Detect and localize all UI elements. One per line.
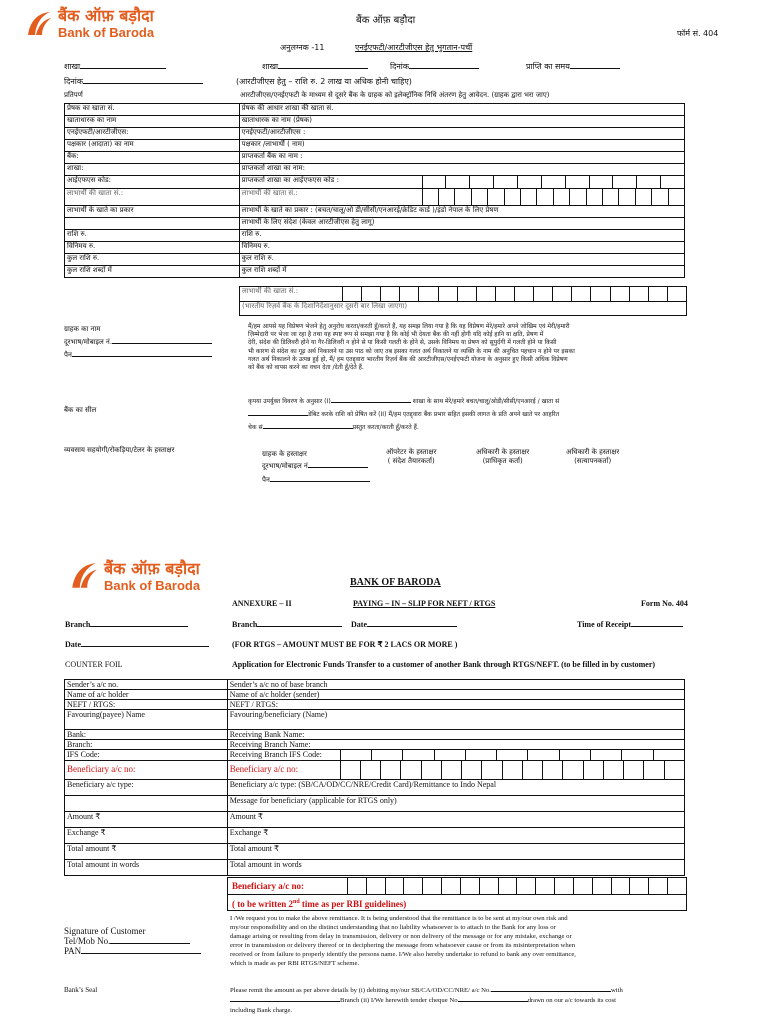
hi-left-row: लाभार्थी के खाते का प्रकार [65, 206, 240, 218]
hi-right-row: लाभार्थी की खाता सं.: [241, 189, 298, 197]
hi-declaration-line: गलत अर्थ निकालने के उत्पन्न हुई हो, मैं/ हम एतद्द्वारा भारतीय रिज़र्व बैंक की आरटीजीएस/एनईएफटी योजना के अनुसार हुए किसी अधिक विप्रेषण [248, 355, 568, 363]
hi-left-row: आईएफएस कोड: [65, 176, 240, 189]
en-form-no: Form No. 404 [641, 599, 688, 608]
en-debit-line3: including Bank charge. [230, 1007, 293, 1014]
hi-left-row: कुल राशि शब्दों में [65, 266, 240, 278]
hi-right-row[interactable]: एनईएफटी/आरटीजीएस : [239, 128, 684, 140]
en-declaration-line: which is made as per RBI RTGS/NEFT scheme. [230, 960, 360, 968]
hi-left-row: बैंक: [65, 152, 240, 164]
hi-sig-customer-pan: पैन [262, 476, 370, 485]
en-rtgs-note: (FOR RTGS – AMOUNT MUST BE FOR ₹ 2 LACS OR MORE ) [232, 640, 458, 649]
bank-logo-top [24, 8, 154, 39]
en-right-row[interactable]: Receiving Branch Name: [227, 740, 684, 750]
bank-logo-icon [68, 560, 100, 592]
en-right-row[interactable]: Exchange ₹ [227, 828, 684, 844]
en-left-row [65, 796, 228, 812]
hi-left-row: राशि रु. [65, 230, 240, 242]
en-debit-line1: Please remit the amount as per above details by (i) debiting my/our SB/CA/OD/CC/NRE/ a/c No. with [230, 987, 623, 994]
hi-beneficiary-repeat-box[interactable] [239, 286, 687, 316]
en-left-row: Exchange ₹ [65, 828, 228, 844]
en-time-receipt: Time of Receipt [577, 620, 683, 629]
en-right-row[interactable]: Total amount in words [227, 860, 684, 876]
en-right-row: Receiving Branch IFS Code: [229, 750, 322, 759]
hi-customer-name: ग्राहक का नाम [64, 325, 101, 333]
hi-date2-label: दिनांक [64, 76, 203, 87]
en-left-row: Sender’s a/c no. [65, 680, 228, 690]
en-beneficiary-repeat-box[interactable] [227, 877, 687, 911]
en-left-row: Amount ₹ [65, 812, 228, 828]
en-right-row[interactable]: Favouring/beneficiary (Name) [227, 710, 684, 730]
logo-hindi: बैंक ऑफ़ बड़ौदा [104, 558, 200, 578]
hi-right-row[interactable]: कुल राशि शब्दों में [239, 266, 684, 278]
hi-left-row: विनिमय रु. [65, 242, 240, 254]
hi-left-row: पक्षकार (आदाता) का नाम [65, 140, 240, 152]
en-left-row: Total amount in words [65, 860, 228, 876]
en-left-row: NEFT / RTGS: [65, 700, 228, 710]
hi-right-row[interactable]: लाभार्थी के खाते का प्रकार : (बचत/चालू/ओ डी/सीसी/एनआरई/क्रेडिट कार्ड )/इंडो नेपाल के लिए प्रेषण [239, 206, 684, 218]
hi-beneficiary-repeat-boxes[interactable] [342, 287, 686, 301]
hi-ifsc-boxes[interactable] [422, 176, 684, 188]
hi-left-row: खाताधारक का नाम [65, 116, 240, 128]
en-date-mid: Date [351, 620, 457, 629]
en-left-row: Name of a/c holder [65, 690, 228, 700]
hi-ifsc-cell[interactable] [239, 176, 684, 189]
hi-right-row: प्राप्तकर्ता शाखा का आईएफएस कोड : [241, 176, 339, 184]
en-left-row: IFS Code: [65, 750, 228, 761]
en-declaration-line: received or from failure to properly identify the persons name. I/We also hereby undertake to refund to bank any over remittance, [230, 951, 576, 959]
hi-rbi-note: (भारतीय रिज़र्व बैंक के दिशानिर्देशानुसार दूसरी बार लिखा जाएगा) [242, 302, 408, 310]
hi-declaration [248, 323, 688, 372]
hi-pan: पैन [64, 351, 212, 360]
logo-english: Bank of Baroda [104, 577, 201, 593]
bank-logo-bottom [68, 560, 200, 592]
hi-sig-customer-phone: दूरभाष/मोबाइल नं [262, 462, 368, 471]
hi-sig-officer2: अधिकारी के हस्ताक्षर (सत्यापनकर्ता) [566, 448, 620, 465]
en-right-row[interactable]: Name of a/c holder (sender) [227, 690, 684, 700]
en-beneficiary-repeat-boxes[interactable] [347, 878, 686, 894]
hi-right-row[interactable]: लाभार्थी के लिए संदेश (केवल आरटीजीएस हेतु लागू) [239, 218, 684, 230]
hi-main-table [64, 103, 685, 278]
hi-beneficiary-boxes[interactable] [422, 189, 684, 205]
en-right-row[interactable]: Beneficiary a/c type: (SB/CA/OD/CC/NRE/Credit Card)/Remittance to Indo Nepal [227, 780, 684, 796]
en-seal: Bank’s Seal [64, 986, 98, 994]
en-debit-line2: Branch (ii) I/We herewith tender cheque No drawn on our a/c towards its cost [230, 997, 616, 1004]
en-sig-customer: Signature of Customer [64, 926, 146, 936]
en-branch-mid: Branch [232, 620, 342, 629]
en-annexure: ANNEXURE – II [232, 599, 292, 608]
en-declaration-line: damage arising or resulting from delay in transmission, delivery or non delivery of the message or for any mistake, exchange or [230, 933, 572, 941]
hi-left-row: कुल राशि रु. [65, 254, 240, 266]
en-rbi-note: ( to be written 2nd time as per RBI guidelines) [232, 899, 407, 909]
en-counterfoil: COUNTER FOIL [65, 660, 123, 669]
hi-date-label: दिनांक [390, 61, 479, 72]
hi-left-row: शाखा: [65, 164, 240, 176]
hi-debit-line2: डेबिट करके राशि को प्रेषित करें (II) मैं/हम एतद्द्वारा बैंक प्रभार सहित इसकी लागत के प्रति अपने खाते पर आहरित [248, 409, 559, 418]
en-date-left: Date [65, 640, 209, 649]
hi-right-row[interactable]: प्रेषक की आधार शाखा की खाता सं. [239, 104, 684, 116]
hi-seal: बैंक का सील [64, 406, 97, 414]
en-left-row: Favouring(payee) Name [65, 710, 228, 730]
en-beneficiary-repeat-label: Beneficiary a/c no: [232, 881, 304, 891]
en-declaration-line: error in transmission or delivery thereof or in deciphering the message from whatsoever cause or from its misinterpretation when [230, 942, 576, 950]
hi-branch2-label: शाखा [262, 61, 368, 72]
en-tel: Tel/Mob No. [64, 936, 190, 946]
en-right-row[interactable]: Amount ₹ [227, 812, 684, 828]
hi-right-row[interactable]: पक्षकार /लाभार्थी ( नाम) [239, 140, 684, 152]
en-main-table [64, 679, 685, 876]
hi-left-row: एनईएफटी/आरटीजीएस: [65, 128, 240, 140]
hi-right-row[interactable]: प्राप्तकर्ता बैंक का नाम : [239, 152, 684, 164]
hi-sig-officer1: अधिकारी के हस्ताक्षर (प्राधिकृत कर्ता) [476, 448, 530, 465]
en-branch-left: Branch [65, 620, 188, 629]
hi-left-row: लाभार्थी की खाता सं.: [65, 189, 240, 206]
en-declaration-line: my/our responsibility and on the distinct understanding that no liability whatsoever is to attach to the Bank for any loss or [230, 924, 556, 932]
hi-beneficiary-repeat-label: लाभार्थी की खाता सं.: [242, 287, 299, 295]
hi-beneficiary-cell[interactable] [239, 189, 684, 206]
hi-title: एनईएफटी/आरटीजीएस हेतु भुगतान-पर्ची [355, 43, 473, 52]
en-left-row: Bank: [65, 730, 228, 740]
hi-right-row[interactable]: प्राप्तकर्ता शाखा का नाम: [239, 164, 684, 176]
en-right-row[interactable]: Message for beneficiary (applicable for RTGS only) [227, 796, 684, 812]
en-application: Application for Electronic Funds Transfer to a customer of another Bank through RTGS/NEFT. (to be filled in by customer) [232, 660, 656, 669]
logo-hindi: बैंक ऑफ़ बड़ौदा [58, 6, 154, 25]
hi-form-no: फॉर्म सं. 404 [677, 29, 719, 38]
en-beneficiary-cell[interactable] [227, 761, 684, 780]
hi-counterfoil: प्रतिपर्ण [64, 91, 83, 99]
hi-left-row: प्रेषक का खाता सं. [65, 104, 240, 116]
hi-debit-line3: चेक सं प्रस्तुत करता/करती हूँ/करते हैं. [248, 424, 419, 431]
hi-bank-name: बैंक ऑफ़ बड़ौदा [356, 15, 416, 26]
hi-right-row[interactable]: कुल राशि रु. [239, 254, 684, 266]
hi-branch-label: शाखा [64, 61, 166, 72]
en-left-row: Beneficiary a/c type: [65, 780, 228, 796]
en-right-row[interactable]: NEFT / RTGS: [227, 700, 684, 710]
en-left-row: Beneficiary a/c no: [65, 761, 228, 780]
hi-sig-operator: ऑपरेटर के हस्ताक्षर ( संदेश तैयारकर्ता) [386, 448, 437, 465]
hi-right-row[interactable]: राशि रु. [239, 230, 684, 242]
en-right-row[interactable]: Receiving Bank Name: [227, 730, 684, 740]
en-right-row[interactable]: Total amount ₹ [227, 844, 684, 860]
hi-right-row[interactable]: विनिमय रु. [239, 242, 684, 254]
hi-receipt-time-label: प्राप्ति का समय [526, 61, 620, 72]
en-bank-name: BANK OF BARODA [350, 577, 441, 588]
en-ifsc-cell[interactable] [227, 750, 684, 761]
hi-declaration-line: देरी, संदेश की डिलिवरी होने या गैर-डिलिवरी न होने से या किसी गलती के होने से, उसके विनिमय या प्रेषण को सुपुर्दगी में गलती होने या किसी [248, 339, 557, 347]
en-left-row: Total amount ₹ [65, 844, 228, 860]
hi-business-sig: व्यवसाय सहयोगी/रोकड़िया/टेलर के हस्ताक्षर [64, 446, 175, 454]
hi-declaration-line: ज़िम्मेदारी पर भेजा जा रहा है तथा यह स्पष्ट रूप से समझा गया है कि कोई भी देयता बैंक की नहीं होगी यदि कोई हानि या क्षति, प्रेषण में [248, 331, 544, 339]
hi-phone: दूरभाष/मोबाइल नं. [64, 338, 212, 347]
hi-right-row[interactable]: खाताधारक का नाम (प्रेषक) [239, 116, 684, 128]
en-ifsc-boxes[interactable] [340, 750, 684, 760]
hi-application: आरटीजीएस/एनईएफटी के माध्यम से दूसरे बैंक के ग्राहक को इलेक्ट्रॉनिक निधि अंतरण हेतु आवेदन. (ग्राहक द्वारा भरा जाए) [240, 91, 550, 99]
hi-sig-customer: ग्राहक के हस्ताक्षर [262, 450, 307, 458]
en-declaration-line: I /We request you to make the above remittance. It is being understood that the remittance is to be sent at my/our own risk and [230, 915, 568, 922]
bank-logo-icon [24, 9, 54, 39]
en-right-row: Beneficiary a/c no: [229, 764, 299, 774]
en-title: PAYING – IN – SLIP FOR NEFT / RTGS [353, 599, 496, 608]
en-right-row[interactable]: Sender’s a/c no of base branch [227, 680, 684, 690]
en-pan: PAN [64, 946, 201, 956]
en-declaration [230, 914, 690, 968]
hi-annexure: अनुलग्नक -11 [280, 43, 325, 52]
hi-left-row [65, 218, 240, 230]
en-beneficiary-boxes[interactable] [340, 761, 684, 779]
hi-declaration-line: भी कारण से संदेश का गूढ़ अर्थ निकालने या उस पाठ को जाए तब इसका गलत अर्थ निकालने या व्यक्ति के नाम की अनुचित पहचान न होने पर इसका [248, 347, 575, 355]
hi-rtgs-note: (आरटीजीएस हेतु – राशि रु. 2 लाख या अधिक होनी चाहिए) [236, 77, 412, 86]
en-left-row: Branch: [65, 740, 228, 750]
logo-english: Bank of Baroda [58, 25, 155, 40]
hi-declaration-line: को बैंक को वापस करने का वचन देता /देती हूँ/देते हैं. [248, 364, 364, 372]
hi-declaration-line: मैं/हम आपसे यह विप्रेषण भेजने हेतु अनुरोध करता/करती हूँ/करते हैं, यह समझ लिया गया है कि यह विप्रेषण मेरे/हमारे अपने जोखिम एवं मेरी/हमारी [248, 323, 570, 330]
hi-debit-line1: कृपया उपर्युक्त विवरण के अनुसार (I) शाखा के साथ मेरे/हमारे बचत/चालू/ओडी/सीसी/एनआरई / खाता सं [248, 398, 560, 405]
